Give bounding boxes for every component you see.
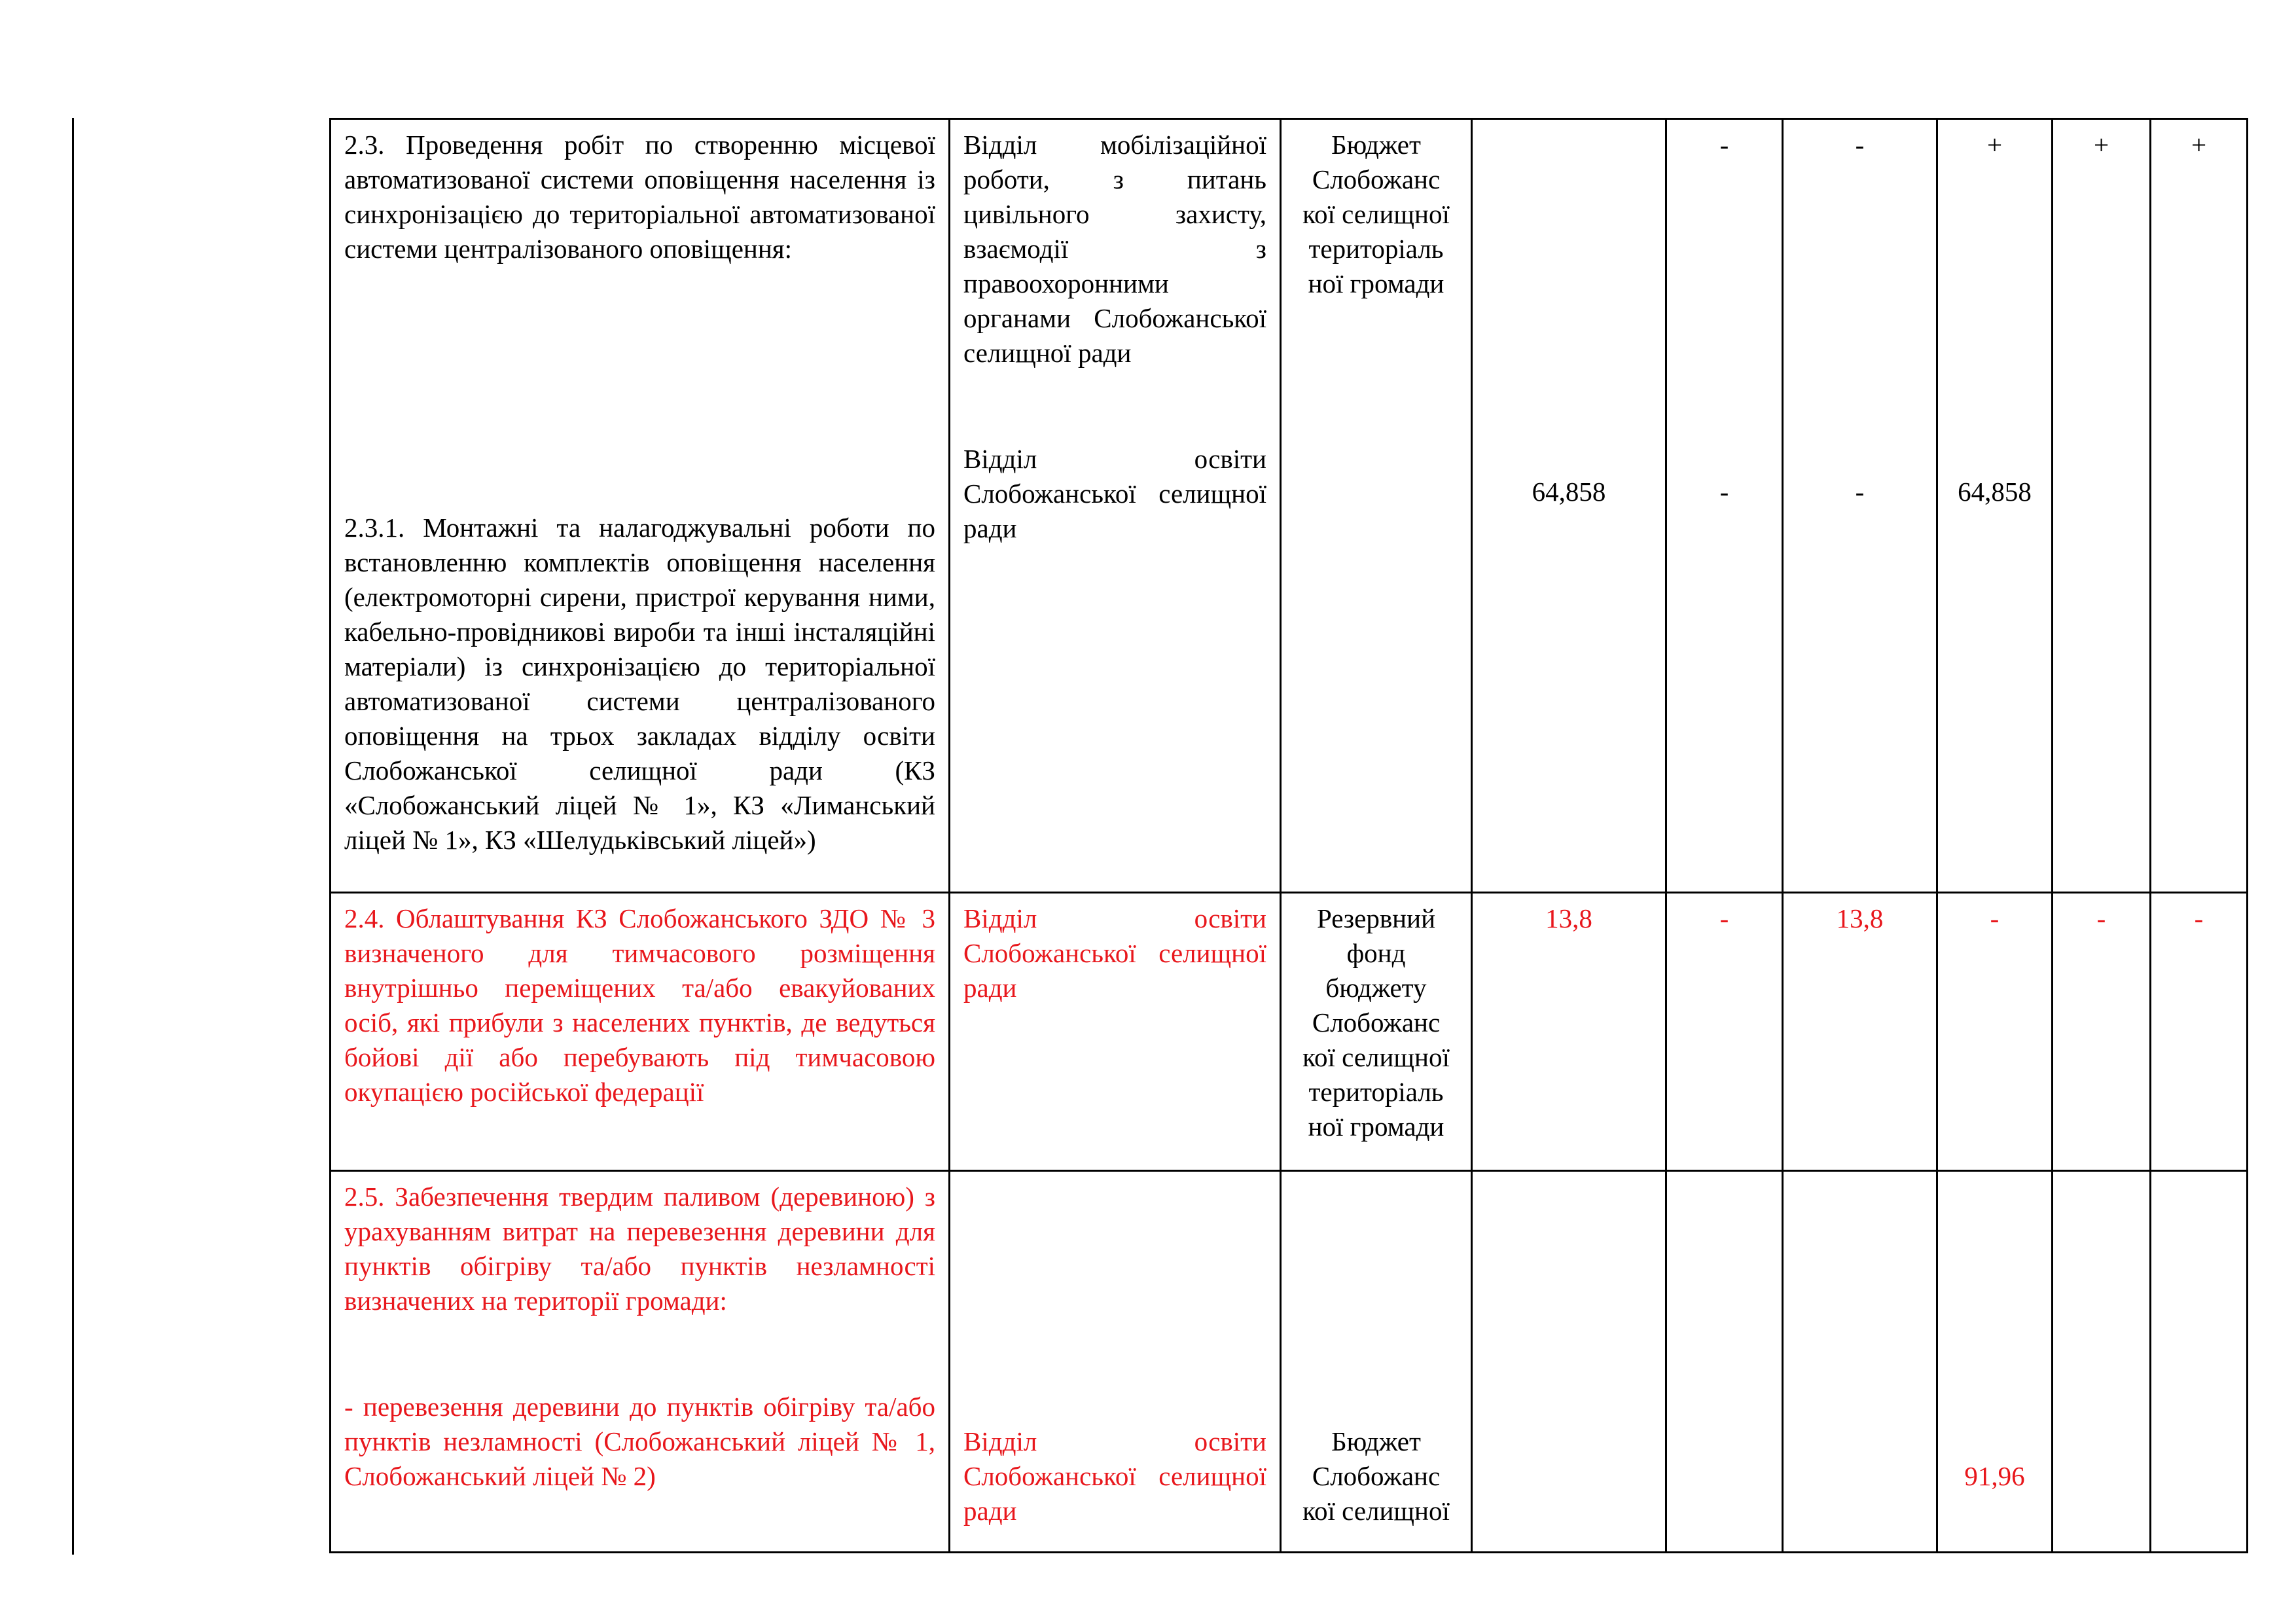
executor-cell bbox=[950, 119, 1281, 893]
executor-cell bbox=[950, 1171, 1281, 1553]
value: - bbox=[1855, 130, 1865, 160]
total-cell bbox=[1472, 119, 1666, 893]
measure-cell: 2.4. Облаштування КЗ Слобожанського ЗДО № 3 визначеного для тимчасового розміщення внутрішньо переміщених та/або евакуйованих осіб, які прибули з населених пунктів, де ведуться бойові дії або перебувають під тимчасовою окупацією російської федерації bbox=[331, 893, 950, 1171]
program-measures-table bbox=[329, 118, 2248, 1553]
table-row bbox=[331, 1171, 2248, 1553]
year-cell: - bbox=[2151, 893, 2248, 1171]
sub-total: 64,858 bbox=[1532, 477, 1606, 507]
year-cell: - bbox=[1937, 893, 2053, 1171]
measure-title: 2.3. Проведення робіт по створенню місцевої автоматизованої системи оповіщення населення із синхронізацією до територіальної автоматизованої системи централізованого оповіщення: bbox=[344, 130, 935, 264]
measure-cell bbox=[331, 1171, 950, 1553]
year-cell bbox=[2151, 1171, 2248, 1553]
year-cell bbox=[1666, 119, 1783, 893]
executor-text: Відділ мобілізаційної роботи, з питань цивільного захисту, взаємодії з правоохоронними органами Слобожанської селищної ради bbox=[963, 130, 1266, 368]
sub-value: - bbox=[1719, 477, 1729, 507]
value: + bbox=[1986, 130, 2003, 160]
total-cell bbox=[1472, 1171, 1666, 1553]
year-cell bbox=[2151, 119, 2248, 893]
sub-value: 64,858 bbox=[1958, 477, 2032, 507]
value: + bbox=[2093, 130, 2109, 160]
measure-title: 2.5. Забезпечення твердим паливом (деревиною) з урахуванням витрат на перевезення деревини для пунктів обігріву та/або пунктів незламності визначених на території громади: bbox=[344, 1182, 935, 1316]
table-row bbox=[331, 893, 2248, 1171]
year-cell: - bbox=[2053, 893, 2151, 1171]
year-cell bbox=[1937, 1171, 2053, 1553]
source-cell: Резервний фонд бюджету Слобожанс кої селищної територіаль ної громади bbox=[1281, 893, 1472, 1171]
year-cell bbox=[2053, 119, 2151, 893]
page-margin-line bbox=[72, 118, 74, 1555]
year-cell bbox=[1783, 119, 1937, 893]
sub-value: - bbox=[1855, 477, 1865, 507]
value: + bbox=[2191, 130, 2207, 160]
source-cell bbox=[1281, 1171, 1472, 1553]
submeasure-title: 2.3.1. Монтажні та налагоджувальні роботи по встановленню комплектів оповіщення населення (електромоторні сирени, пристрої керування ними, кабельно-провідникові вироби та інші інсталяційні матеріали) із синхронізацією до територіальної автоматизованої системи централізованого оповіщення на трьох закладах відділу освіти Слобожанської селищної ради (КЗ «Слобожанський ліцей № 1», КЗ «Лиманський ліцей № 1», КЗ «Шелудьківський ліцей») bbox=[344, 513, 935, 855]
sub-value: 91,96 bbox=[1964, 1461, 2025, 1491]
year-cell: 13,8 bbox=[1783, 893, 1937, 1171]
sub-executor-text: Відділ освіти Слобожанської селищної ради bbox=[963, 1426, 1266, 1526]
year-cell: - bbox=[1666, 893, 1783, 1171]
year-cell bbox=[1666, 1171, 1783, 1553]
source-cell: Бюджет Слобожанс кої селищної територіаль ної громади bbox=[1281, 119, 1472, 893]
measure-cell bbox=[331, 119, 950, 893]
sub-executor-text: Відділ освіти Слобожанської селищної ради bbox=[963, 444, 1266, 543]
executor-cell: Відділ освіти Слобожанської селищної ради bbox=[950, 893, 1281, 1171]
year-cell bbox=[1783, 1171, 1937, 1553]
table-row bbox=[331, 119, 2248, 893]
submeasure-title: - перевезення деревини до пунктів обігріву та/або пунктів незламності (Слобожанський ліцей № 1, Слобожанський ліцей № 2) bbox=[344, 1392, 935, 1491]
year-cell bbox=[2053, 1171, 2151, 1553]
year-cell bbox=[1937, 119, 2053, 893]
sub-source-text: Бюджет Слобожанс кої селищної bbox=[1302, 1426, 1450, 1526]
total-cell: 13,8 bbox=[1472, 893, 1666, 1171]
value: - bbox=[1719, 130, 1729, 160]
